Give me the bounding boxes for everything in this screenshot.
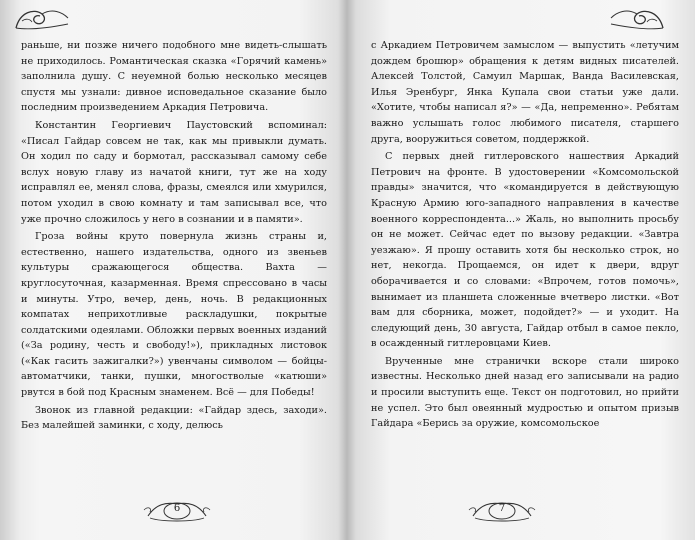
ornament-top-right-icon <box>609 4 667 34</box>
left-page <box>0 0 347 540</box>
paragraph: раньше, ни позже ничего подобного мне видеть-слышать не приходилось. Романтическая сказка «Горячий камень» заполнила душу. С неуемной болью несколько месяцев спустя мы узнали: дивное исповедальное сказание было последним произведением Аркадия Петровича. <box>21 40 327 114</box>
left-page-text <box>21 38 327 434</box>
right-page-text <box>371 38 679 432</box>
paragraph: С первых дней гитлеровского нашествия Аркадий Петрович на фронте. В удостоверении «Комсомольской правды» значится, что «командируется в действующую Красную Армию юго-западного направления в качестве военного корреспондента...» Жаль, но выполнить просьбу он не может. Сейчас едет по вызову редакции. «Завтра уезжаю». Я прошу оставить хотя бы несколько строк, но нет, некогда. Прощаемся, он идет к двери, вдруг оборачивается и со словами: «Впрочем, готов помочь», вынимает из планшета сложенные вчетверо листки. «Вот вам для сборника, может, подойдет?» — и уходит. На следующий день, 30 августа, Гайдар отбыл в самое пекло, в осажденный гитлеровцами Киев. <box>371 151 679 350</box>
paragraph: Гроза войны круто повернула жизнь страны и, естественно, нашего издательства, одного из звеньев культуры сражающегося общества. Вахта — круглосуточная, казарменная. Время спрессовано в часы и минуты. Утро, вечер, день, ночь. В редакционных компатах неприхотливые раскладушки, покрытые солдатскими одеялами. Обложки первых военных изданий («За родину, честь и свободу!»), прикладных листовок («Как гасить зажигалки?») увенчаны символом — бойцы-автоматчики, танки, пушки, многостволые «катюши» рвутся в бой под Красным знаменем. Всё — для Победы! <box>21 231 327 399</box>
paragraph: Врученные мне странички вскоре стали широко известны. Несколько дней назад его записывали на радио и просили выступить еще. Текст он подготовил, но прийти не успел. Это был овеянный мудростью и опытом призыв Гайдара «Берись за оружие, комсомольское <box>371 355 679 430</box>
paragraph: с Аркадием Петровичем замыслом — выпустить «летучим дождем брошюр» обращения к детям видных писателей. Алексей Толстой, Самуил Маршак, Ванда Василевская, Илья Эренбург, Янка Купала свои статьи уже дали. «Хотите, чтобы написал я?» — «Да, непременно». Ребятам важно услышать голос любимого писателя, старшего друга, вооружиться советом, поддержкой. <box>371 40 679 145</box>
page-number-badge <box>467 496 537 526</box>
ornament-top-left-icon <box>12 4 70 34</box>
right-page <box>347 0 695 540</box>
paragraph: Звонок из главной редакции: «Гайдар здесь, заходи». Без малейшей заминки, с ходу, делюсь <box>21 404 327 432</box>
page-number: 7 <box>498 503 506 514</box>
page-number-badge <box>142 496 212 526</box>
page-number: 6 <box>173 503 181 514</box>
paragraph: Константин Георгиевич Паустовский вспоминал: «Писал Гайдар совсем не так, как мы привыкли думать. Он ходил по саду и бормотал, рассказывал самому себе вслух новую главу из начатой книги, тут же на ходу исправлял ее, менял слова, фразы, смеялся или хмурился, потом уходил в свою комнату и там записывал все, что уже прочно сложилось у него в сознании и в памяти». <box>21 119 327 225</box>
